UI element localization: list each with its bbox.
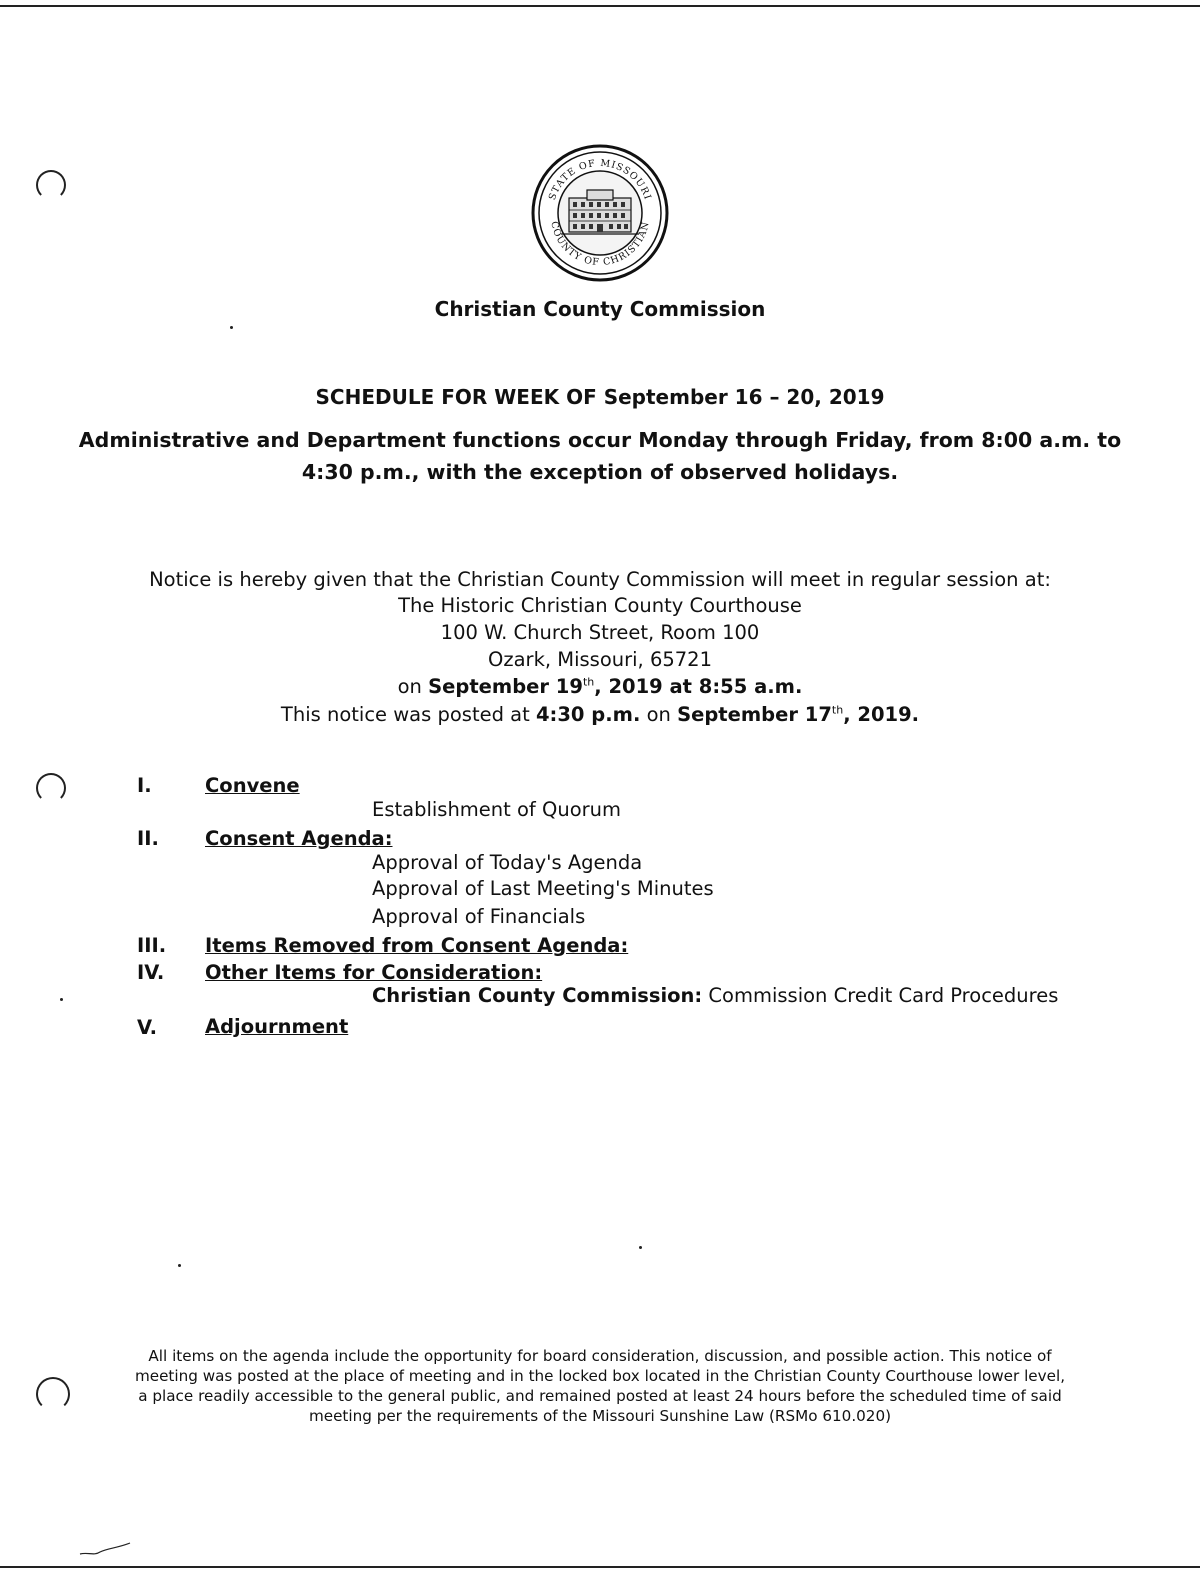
agenda-heading-removed: Items Removed from Consent Agenda: (205, 934, 629, 957)
organization-title: Christian County Commission (434, 297, 766, 321)
agenda-subitem: Approval of Financials (372, 905, 586, 928)
notice-posted-prefix: This notice was posted at (280, 703, 536, 726)
agenda-numeral: I. (137, 774, 152, 797)
office-hours-line-2: 4:30 p.m., with the exception of observed holidays. (301, 460, 899, 484)
pen-mark-icon (78, 1540, 134, 1558)
agenda-subitem-text: Commission Credit Card Procedures (702, 984, 1059, 1007)
notice-meeting-year-time: , 2019 at 8:55 a.m. (594, 675, 803, 698)
footer-line: All items on the agenda include the opportunity for board consideration, discussion, and possible action. This notice of (148, 1347, 1052, 1365)
notice-meeting-date: September 19 (428, 675, 583, 698)
agenda-numeral: V. (137, 1016, 157, 1039)
notice-posted-year: , 2019. (843, 703, 920, 726)
seal-top-text: STATE OF MISSOURI (546, 157, 654, 202)
agenda-numeral: III. (137, 934, 167, 957)
agenda-subitem: Establishment of Quorum (372, 798, 622, 821)
notice-posted-time: 4:30 p.m. (535, 703, 641, 726)
notice-posted-date: September 17 (677, 703, 832, 726)
footer-line: a place readily accessible to the general public, and remained posted at least 24 hours before the scheduled time of said (138, 1387, 1062, 1405)
agenda-heading-convene: Convene (205, 774, 300, 797)
notice-intro: Notice is hereby given that the Christian County Commission will meet in regular session at: (149, 568, 1051, 591)
notice-street: 100 W. Church Street, Room 100 (440, 621, 760, 644)
notice-posted-date-sup: th (831, 703, 844, 717)
notice-posted-mid: on (640, 703, 678, 726)
agenda-heading-other-items: Other Items for Consideration: (205, 961, 543, 984)
notice-city: Ozark, Missouri, 65721 (488, 648, 712, 671)
office-hours-line-1: Administrative and Department functions occur Monday through Friday, from 8:00 a.m. to (78, 428, 1122, 452)
footer-line: meeting was posted at the place of meeting and in the locked box located in the Christian County Courthouse lower level, (134, 1367, 1066, 1385)
footer-line: meeting per the requirements of the Missouri Sunshine Law (RSMo 610.020) (308, 1407, 892, 1425)
agenda-subitem-bold: Christian County Commission: (372, 984, 703, 1007)
notice-on-prefix: on (397, 675, 429, 698)
sunshine-law-footer (100, 1346, 1100, 1426)
agenda-subitem: Approval of Today's Agenda (372, 851, 643, 874)
agenda-subitem (372, 984, 1058, 1007)
agenda-heading-adjournment: Adjournment (205, 1015, 349, 1038)
agenda-numeral: IV. (137, 961, 165, 984)
agenda-subitem: Approval of Last Meeting's Minutes (372, 877, 714, 900)
notice-meeting-date-sup: th (582, 675, 595, 689)
seal-bottom-text: COUNTY OF CHRISTIAN (548, 220, 652, 269)
notice-venue: The Historic Christian County Courthouse (398, 594, 802, 617)
agenda-heading-consent: Consent Agenda: (205, 827, 393, 850)
schedule-title: SCHEDULE FOR WEEK OF September 16 – 20, 2019 (315, 385, 885, 409)
agenda-numeral: II. (137, 827, 159, 850)
